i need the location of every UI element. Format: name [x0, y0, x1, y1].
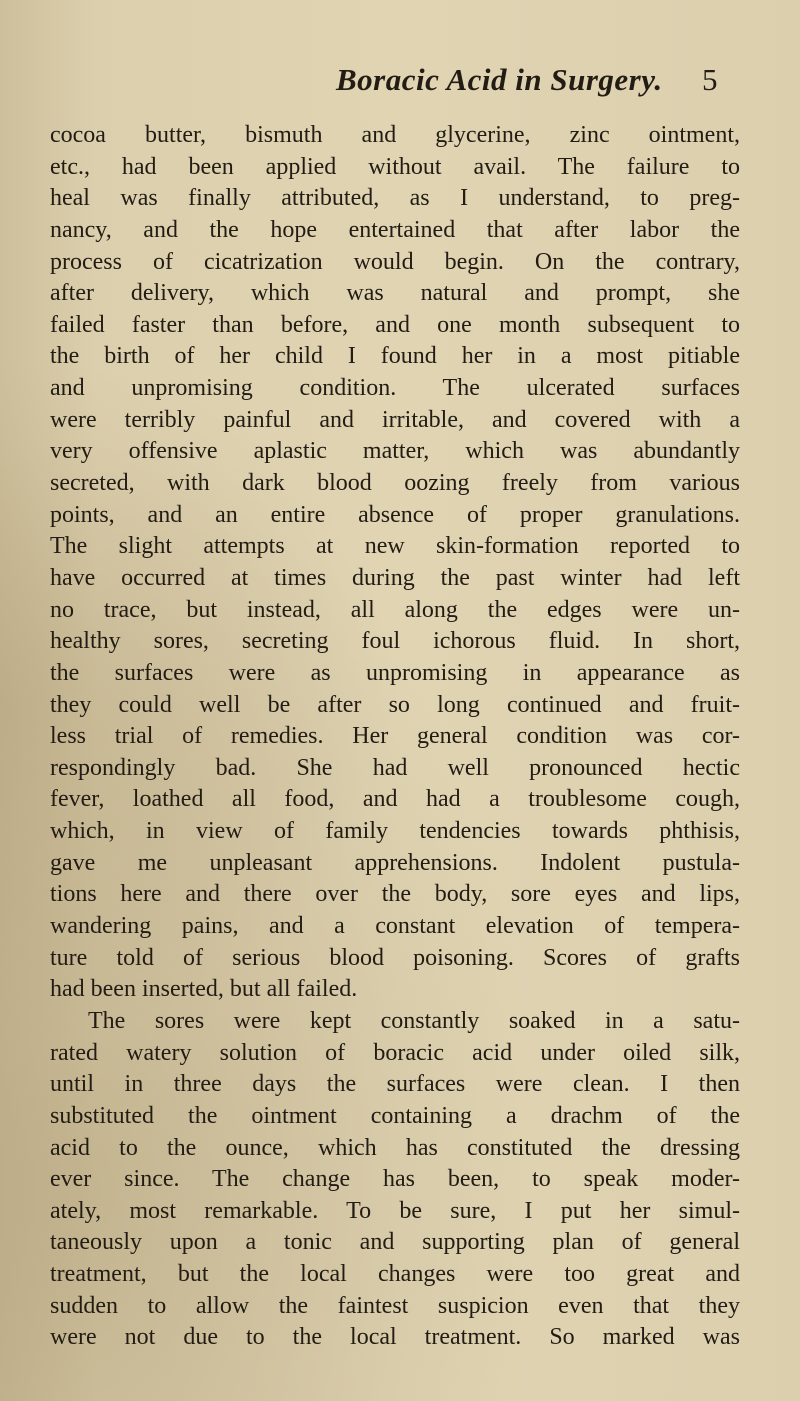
text-line: the birth of her child I found her in a most pitiable [50, 343, 740, 370]
text-line: wandering pains, and a constant elevation of tempera- [50, 913, 740, 940]
text-line: The slight attempts at new skin-formation reported to [50, 533, 740, 560]
text-line: until in three days the surfaces were clean. I then [50, 1071, 740, 1098]
text-line: secreted, with dark blood oozing freely from various [50, 470, 740, 497]
text-line: cocoa butter, bismuth and glycerine, zinc ointment, [50, 122, 740, 148]
text-line: etc., had been applied without avail. The failure to [50, 153, 740, 180]
text-line: sudden to allow the faintest suspicion even that they [50, 1292, 740, 1319]
running-title: Boracic Acid in Surgery. [336, 62, 663, 97]
text-line: substituted the ointment containing a drachm of the [50, 1102, 740, 1129]
text-line: gave me unpleasant apprehensions. Indolent pustula- [50, 849, 740, 876]
paragraph-end-line: had been inserted, but all failed. [50, 976, 358, 1003]
text-line: heal was finally attributed, as I understand, to preg- [50, 185, 740, 212]
text-line: process of cicatrization would begin. On the contrary, [50, 248, 740, 275]
text-line: were not due to the local treatment. So marked was [50, 1324, 740, 1351]
text-line: acid to the ounce, which has constituted the dressing [50, 1134, 740, 1161]
text-line: fever, loathed all food, and had a troublesome cough, [50, 786, 740, 813]
text-line: treatment, but the local changes were too great and [50, 1261, 740, 1288]
text-line: failed faster than before, and one month subsequent to [50, 311, 740, 338]
paragraph-start-line: The sores were kept constantly soaked in a satu- [88, 1007, 740, 1034]
page-header [0, 62, 800, 112]
text-line: healthy sores, secreting foul ichorous fluid. In short, [50, 628, 740, 655]
body-text [50, 120, 740, 1354]
page-number: 5 [702, 62, 718, 97]
text-line: ture told of serious blood poisoning. Scores of grafts [50, 944, 740, 971]
text-line: tions here and there over the body, sore eyes and lips, [50, 881, 740, 908]
text-line: and unpromising condition. The ulcerated surfaces [50, 375, 740, 402]
text-line: have occurred at times during the past winter had left [50, 564, 740, 591]
text-line: rated watery solution of boracic acid under oiled silk, [50, 1039, 740, 1066]
text-line: less trial of remedies. Her general condition was cor- [50, 723, 740, 750]
text-line: nancy, and the hope entertained that after labor the [50, 216, 740, 243]
text-line: respondingly bad. She had well pronounced hectic [50, 754, 740, 781]
text-line: ever since. The change has been, to speak moder- [50, 1166, 740, 1193]
text-line: they could well be after so long continued and fruit- [50, 691, 740, 718]
text-line: were terribly painful and irritable, and covered with a [50, 406, 740, 433]
text-line: after delivery, which was natural and prompt, she [50, 280, 740, 307]
text-line: the surfaces were as unpromising in appearance as [50, 659, 740, 686]
text-line: taneously upon a tonic and supporting plan of general [50, 1229, 740, 1256]
text-line: which, in view of family tendencies towards phthisis, [50, 818, 740, 845]
text-line: very offensive aplastic matter, which was abundantly [50, 438, 740, 465]
text-line: no trace, but instead, all along the edges were un- [50, 596, 740, 623]
text-line: points, and an entire absence of proper granulations. [50, 501, 740, 528]
text-line: ately, most remarkable. To be sure, I put her simul- [50, 1197, 740, 1224]
